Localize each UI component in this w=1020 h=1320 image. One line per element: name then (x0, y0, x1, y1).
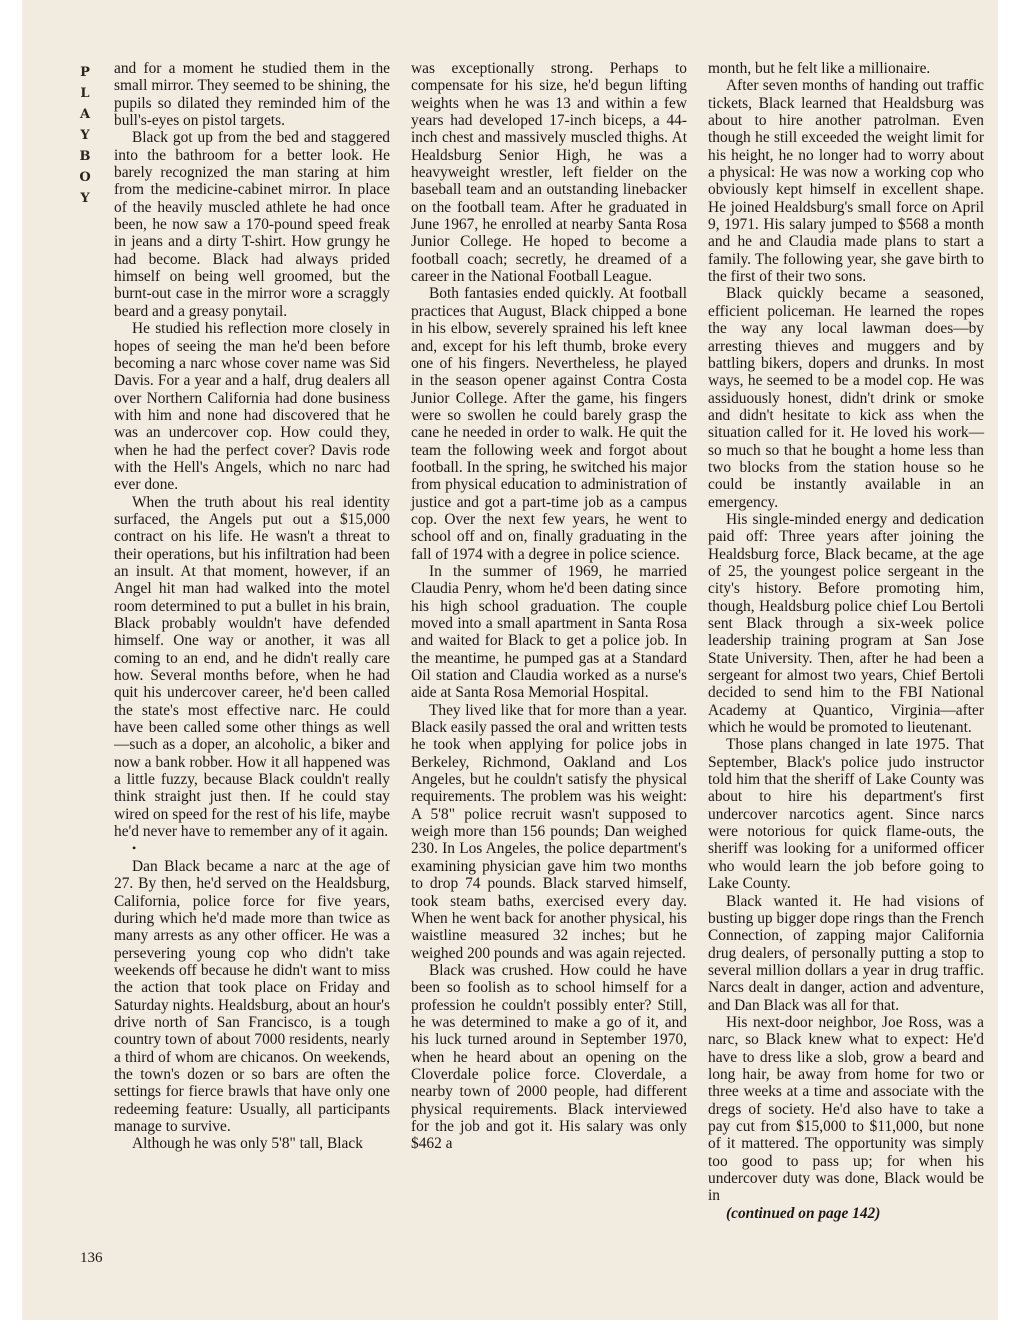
paragraph: was exceptionally strong. Perhaps to compensate for his size, he'd begun lifting weights when he was 13 and within a few years had developed 17-inch biceps, a 44-inch chest and massively muscled thighs. At Healdsburg Senior High, he was a heavyweight wrestler, left fielder on the baseball team and an outstanding linebacker on the football team. After he graduated in June 1967, he enrolled at nearby Santa Rosa Junior College. He hoped to become a football coach; secretly, he dreamed of a career in the National Football League. (411, 60, 687, 286)
masthead-letter: B (79, 149, 91, 164)
paragraph: They lived like that for more than a year. Black easily passed the oral and written tests he took when applying for police jobs in Berkeley, Richmond, Oakland and Los Angeles, but he couldn't satisfy the physical requirements. The problem was his weight: A 5'8" police recruit wasn't supposed to weigh more than 156 pounds; Dan weighed 230. In Los Angeles, the police department's examining physician gave him two months to drop 74 pounds. Black starved himself, took steam baths, exercised every day. When he went back for another physical, his waistline measured 32 inches; but he weighed 200 pounds and was again rejected. (411, 701, 687, 962)
paragraph: Dan Black became a narc at the age of 27. By then, he'd served on the Healdsburg, California, police force for five years, during which he'd made more than twice as many arrests as any other officer. He was a persevering young cop who didn't take weekends off because he didn't want to miss the action that took place on Friday and Saturday nights. Healdsburg, about an hour's drive north of San Francisco, is a tough country town of about 7000 residents, nearly a third of whom are chicanos. On weekends, the town's dozen or so bars are often the settings for fierce brawls that have only one redeeming feature: Usually, all participants manage to survive. (114, 857, 390, 1135)
paragraph: When the truth about his real identity surfaced, the Angels put out a $15,000 contract on his life. He wasn't a threat to their operations, but his infiltration had been an insult. At that moment, however, if an Angel hit man had walked into the motel room determined to put a bullet in his brain, Black probably wouldn't have defended himself. One way or another, it was all coming to an end, and he didn't really care how. Several months before, when he had quit his undercover career, he'd been called the state's most effective narc. He could have been called some other things as well—such as a doper, an alcoholic, a biker and now a bank robber. How it all happened was a little fuzzy, because Black couldn't really think straight just then. If he could stay wired on speed for the rest of his life, maybe he'd never have to remember any of it again. (114, 493, 390, 841)
masthead-letter: A (79, 107, 91, 122)
text-column-2 (411, 60, 687, 1153)
paragraph: Black got up from the bed and staggered into the bathroom for a better look. He barely recognized the man staring at him from the medicine-cabinet mirror. In place of the heavily muscled athlete he had once been, he now saw a 170-pound speed freak in jeans and a dirty T-shirt. How grungy he had become. Black had always prided himself on being well groomed, but the burnt-out case in the mirror wore a scraggly beard and a greasy ponytail. (114, 129, 390, 320)
paragraph: Black was crushed. How could he have been so foolish as to school himself for a profession he couldn't possibly enter? Still, he was determined to make a go of it, and his luck turned around in September 1970, when he heard about an opening on the Cloverdale police force. Cloverdale, a nearby town of 2000 people, had different physical requirements. Black interviewed for the job and got it. His salary was only $462 a (411, 961, 687, 1153)
paragraph: and for a moment he studied them in the small mirror. They seemed to be shining, the pupils so dilated they reminded him of the bull's-eyes on pistol targets. (114, 60, 390, 130)
paragraph: His next-door neighbor, Joe Ross, was a narc, so Black knew what to expect: He'd have to dress like a slob, grow a beard and long hair, be away from home for two or three weeks at a time and associate with the dregs of society. He'd also have to take a pay cut from $15,000 to $11,000, but none of it mattered. The opportunity was simply too good to pass up; for when his undercover duty was done, Black would be in (708, 1013, 984, 1205)
magazine-page (22, 0, 998, 1320)
magazine-masthead-vertical (77, 62, 93, 209)
masthead-letter: P (80, 65, 90, 80)
paragraph: In the summer of 1969, he married Claudia Penry, whom he'd been dating since his high school graduation. The couple moved into a small apartment in Santa Rosa and waited for Black to get a police job. In the meantime, he pumped gas at a Standard Oil station and Claudia worked as a nurse's aide at Santa Rosa Memorial Hospital. (411, 562, 687, 702)
paragraph: Both fantasies ended quickly. At football practices that August, Black chipped a bone in his elbow, severely sprained his left knee and, except for his left thumb, broke every one of his fingers. Nevertheless, he played in the season opener against Contra Costa Junior College. After the game, his fingers were so swollen he could barely grasp the cane he needed in order to walk. He quit the team the following week and forgot about football. In the spring, he switched his major from physical education to administration of justice and got a part-time job as a campus cop. Over the next few years, he went to school off and on, finally graduating in the fall of 1974 with a degree in police science. (411, 285, 687, 563)
continued-on-page-note: (continued on page 142) (726, 1204, 881, 1222)
paragraph: Those plans changed in late 1975. That September, Black's police judo instructor told him that the sheriff of Lake County was about to hire his department's first undercover narcotics agent. Since narcs were notorious for quick flame-outs, the sheriff was looking for a uniformed officer who would learn the job before going to Lake County. (708, 736, 984, 893)
paragraph: Black quickly became a seasoned, efficient policeman. He learned the ropes the way any local lawman does—by arresting thieves and muggers and by battling bikers, dopers and drunks. In most ways, he seemed to be a model cop. He was assiduously honest, didn't drink or smoke and didn't hesitate to kick ass when the situation called for it. He loved his work—so much so that he bought a home less than two blocks from the station house so he could be instantly available in an emergency. (708, 285, 984, 511)
paragraph: He studied his reflection more closely in hopes of seeing the man he'd been before becoming a narc whose cover name was Sid Davis. For a year and a half, drug dealers all over Northern California had done business with him and none had discovered that he was an undercover cop. How could they, when he had the perfect cover? Davis rode with the Hell's Angels, which no narc had ever done. (114, 320, 390, 494)
masthead-letter: Y (80, 191, 90, 206)
text-column-3 (708, 60, 984, 1222)
paragraph: After seven months of handing out traffic tickets, Black learned that Healdsburg was about to hire another patrolman. Even though he still exceeded the weight limit for his height, he no longer had to worry about a physical: He was now a working cop who obviously kept himself in excellent shape. He joined Healdsburg's small force on April 9, 1971. His salary jumped to $568 a month and he and Claudia made plans to start a family. The following year, she gave birth to the first of their two sons. (708, 77, 984, 286)
paragraph: month, but he felt like a millionaire. (708, 60, 931, 77)
masthead-letter: O (79, 170, 91, 185)
paragraph: Although he was only 5'8" tall, Black (132, 1135, 363, 1153)
masthead-letter: L (80, 86, 90, 101)
paragraph: Black wanted it. He had visions of busting up bigger dope rings than the French Connection, of zapping major California drug dealers, of personally putting a stop to several million dollars a year in drug traffic. Narcs dealt in danger, action and adventure, and Dan Black was all for that. (708, 892, 984, 1014)
section-break-bullet: • (132, 841, 137, 856)
paragraph: His single-minded energy and dedication paid off: Three years after joining the Healdsburg force, Black became, at the age of 25, the youngest police sergeant in the city's history. Before promoting him, though, Healdsburg police chief Lou Bertoli sent Black through a six-week police leadership training program at San Jose State University. Then, after he had been a sergeant for almost two years, Chief Bertoli decided to send him to the FBI National Academy at Quantico, Virginia—after which he would be promoted to lieutenant. (708, 510, 984, 737)
masthead-letter: Y (80, 128, 90, 143)
text-column-1 (114, 60, 390, 1153)
page-number: 136 (80, 1250, 103, 1266)
